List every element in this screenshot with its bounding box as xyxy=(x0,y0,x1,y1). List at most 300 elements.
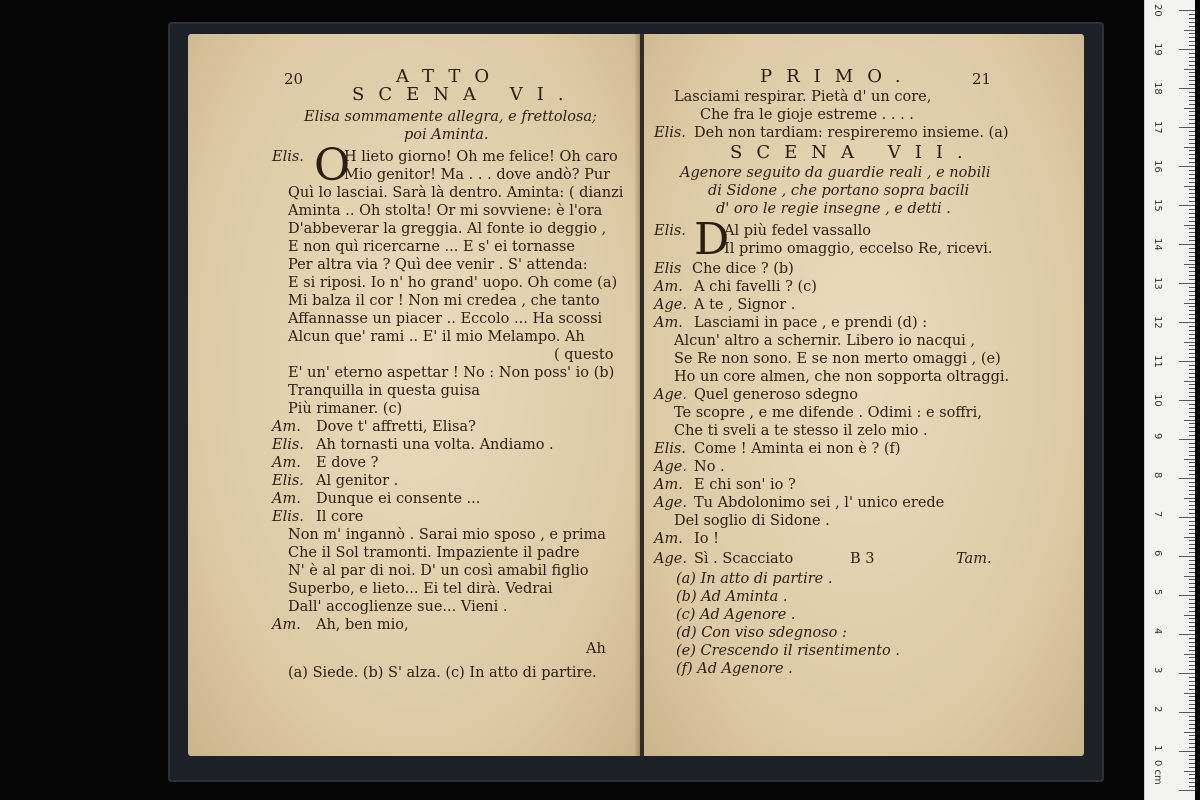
footnote: (d) Con viso sdegnoso : xyxy=(676,625,847,641)
ruler-tick xyxy=(1184,225,1195,226)
ruler-label: 5 xyxy=(1152,589,1163,596)
scene-heading: SCENA VII. xyxy=(730,142,977,163)
ruler-tick xyxy=(1189,299,1195,300)
verse-line: Te scopre , e me difende . Odimi : e soffri, xyxy=(674,405,982,421)
ruler-tick xyxy=(1189,57,1195,58)
ruler-tick xyxy=(1189,96,1195,97)
ruler-tick xyxy=(1189,646,1195,647)
ruler-tick xyxy=(1189,14,1195,15)
footnote: (b) Ad Aminta . xyxy=(676,589,788,605)
verse-line: Al genitor . xyxy=(316,473,399,489)
ruler-tick xyxy=(1179,478,1195,479)
ruler-label: 16 xyxy=(1152,160,1163,173)
ruler-tick xyxy=(1189,37,1195,38)
verse-line: Lasciami in pace , e prendi (d) : xyxy=(694,315,928,331)
speaker-label: Elis. xyxy=(654,125,686,141)
ruler-label: 19 xyxy=(1152,43,1163,56)
ruler-tick xyxy=(1189,287,1195,288)
ruler-tick xyxy=(1189,306,1195,307)
ruler-tick xyxy=(1189,462,1195,463)
ruler-tick xyxy=(1189,533,1195,534)
speaker-label: Am. xyxy=(272,455,301,471)
verse-line: N' è al par di noi. D' un così amabil figlio xyxy=(288,563,589,579)
speaker-label: Elis. xyxy=(654,223,686,239)
ruler-tick xyxy=(1179,400,1195,401)
ruler-tick xyxy=(1189,767,1195,768)
ruler-tick xyxy=(1189,583,1195,584)
ruler-tick xyxy=(1189,501,1195,502)
ruler-label: 20 xyxy=(1152,4,1163,17)
ruler-tick xyxy=(1189,373,1195,374)
drop-cap: O xyxy=(314,140,351,191)
speaker-label: Age. xyxy=(654,297,687,313)
ruler-tick xyxy=(1184,576,1195,577)
ruler-tick xyxy=(1179,244,1195,245)
ruler-tick xyxy=(1189,455,1195,456)
verse-line: E si riposi. Io n' ho grand' uopo. Oh come (a) xyxy=(288,275,618,291)
ruler-tick xyxy=(1179,790,1195,791)
footnote: (c) Ad Agenore . xyxy=(676,607,796,623)
speaker-label: Age. xyxy=(654,387,687,403)
ruler-tick xyxy=(1189,669,1195,670)
ruler-tick xyxy=(1189,41,1195,42)
verse-line: H lieto giorno! Oh me felice! Oh caro xyxy=(344,149,618,165)
verse-line: Deh non tardiam: respireremo insieme. (a) xyxy=(694,125,1009,141)
ruler-tick xyxy=(1179,361,1195,362)
ruler-tick xyxy=(1189,135,1195,136)
ruler-tick xyxy=(1189,599,1195,600)
ruler-tick xyxy=(1189,388,1195,389)
speaker-label: Elis. xyxy=(272,437,304,453)
ruler-tick xyxy=(1184,342,1195,343)
ruler-tick xyxy=(1189,490,1195,491)
catchword: Tam. xyxy=(956,551,992,567)
ruler-tick xyxy=(1189,61,1195,62)
ruler-tick xyxy=(1189,529,1195,530)
ruler-tick xyxy=(1184,459,1195,460)
ruler-label: 12 xyxy=(1152,316,1163,329)
ruler-tick xyxy=(1184,771,1195,772)
ruler-tick xyxy=(1189,209,1195,210)
stage-direction: poi Aminta. xyxy=(404,127,489,143)
verse-line: Non m' ingannò . Sarai mio sposo , e prima xyxy=(288,527,606,543)
ruler-tick xyxy=(1189,603,1195,604)
ruler-tick xyxy=(1189,657,1195,658)
ruler-label: 10 xyxy=(1152,394,1163,407)
ruler-tick xyxy=(1189,357,1195,358)
ruler-tick xyxy=(1189,665,1195,666)
ruler-tick xyxy=(1189,509,1195,510)
ruler-tick xyxy=(1179,10,1195,11)
ruler-tick xyxy=(1189,540,1195,541)
verse-line: Dunque ei consente ... xyxy=(316,491,481,507)
ruler-tick xyxy=(1189,100,1195,101)
verse-line: A te , Signor . xyxy=(694,297,796,313)
ruler-tick xyxy=(1189,642,1195,643)
running-head: PRIMO. xyxy=(760,66,915,87)
speaker-label: Am. xyxy=(272,491,301,507)
verse-line: Che il Sol tramonti. Impaziente il padre xyxy=(288,545,580,561)
footnotes: (a) Siede. (b) S' alza. (c) In atto di partire. xyxy=(288,665,597,681)
verse-line: Aminta .. Oh stolta! Or mi sovviene: è l'ora xyxy=(288,203,603,219)
ruler-tick xyxy=(1189,552,1195,553)
verse-line: Il primo omaggio, eccelso Re, ricevi. xyxy=(724,241,993,257)
ruler-tick xyxy=(1189,384,1195,385)
ruler-tick xyxy=(1189,423,1195,424)
verse-line: Ah, ben mio, xyxy=(316,617,409,633)
verse-line: Ah tornasti una volta. Andiamo . xyxy=(316,437,554,453)
verse-line: Alcun que' rami .. E' il mio Melampo. Ah xyxy=(288,329,585,345)
ruler-tick xyxy=(1189,611,1195,612)
ruler-tick xyxy=(1189,228,1195,229)
ruler-tick xyxy=(1189,330,1195,331)
ruler-label: 0 cm xyxy=(1152,760,1163,785)
measuring-ruler xyxy=(1144,0,1195,800)
ruler-tick xyxy=(1189,318,1195,319)
speaker-label: Elis. xyxy=(272,509,304,525)
running-head: ATTO xyxy=(396,66,504,87)
drop-cap: D xyxy=(694,214,730,265)
ruler-tick xyxy=(1179,49,1195,50)
speaker-label: Elis. xyxy=(654,441,686,457)
ruler-tick xyxy=(1179,673,1195,674)
ruler-tick xyxy=(1189,295,1195,296)
ruler-tick xyxy=(1189,353,1195,354)
verse-line: Al più fedel vassallo xyxy=(724,223,872,239)
verse-line: Dove t' affretti, Elisa? xyxy=(316,419,476,435)
ruler-tick xyxy=(1189,505,1195,506)
ruler-tick xyxy=(1189,626,1195,627)
ruler-tick xyxy=(1189,521,1195,522)
ruler-tick xyxy=(1189,650,1195,651)
verse-line: Che fra le gioje estreme . . . . xyxy=(700,107,914,123)
verse-line: Mio genitor! Ma . . . dove andò? Pur xyxy=(344,167,611,183)
verse-line: Io ! xyxy=(694,531,719,547)
ruler-tick xyxy=(1189,782,1195,783)
verse-line: Del soglio di Sidone . xyxy=(674,513,830,529)
ruler-tick xyxy=(1189,170,1195,171)
ruler-tick xyxy=(1189,65,1195,66)
ruler-tick xyxy=(1179,556,1195,557)
ruler-tick xyxy=(1189,408,1195,409)
verse-line: E dove ? xyxy=(316,455,379,471)
ruler-tick xyxy=(1189,22,1195,23)
verse-line: Mi balza il cor ! Non mi credea , che tanto xyxy=(288,293,600,309)
ruler-tick xyxy=(1189,232,1195,233)
ruler-tick xyxy=(1189,240,1195,241)
speaker-label: Am. xyxy=(272,419,301,435)
verse-line: Superbo, e lieto... Ei tel dirà. Vedrai xyxy=(288,581,553,597)
verse-line: Se Re non sono. E se non merto omaggi , (e) xyxy=(674,351,1001,367)
ruler-label: 15 xyxy=(1152,199,1163,212)
ruler-tick xyxy=(1189,708,1195,709)
verse-line: Sì . Scacciato xyxy=(694,551,794,567)
ruler-tick xyxy=(1189,131,1195,132)
ruler-tick xyxy=(1189,677,1195,678)
ruler-label: 17 xyxy=(1152,121,1163,134)
ruler-label: 1 xyxy=(1152,745,1163,752)
ruler-tick xyxy=(1189,123,1195,124)
ruler-tick xyxy=(1189,728,1195,729)
ruler-tick xyxy=(1189,365,1195,366)
verse-line: Ho un core almen, che non sopporta oltraggi. xyxy=(674,369,1010,385)
ruler-tick xyxy=(1189,310,1195,311)
ruler-tick xyxy=(1189,427,1195,428)
ruler-tick xyxy=(1189,470,1195,471)
ruler-tick xyxy=(1189,256,1195,257)
verse-line: Dall' accoglienze sue... Vieni . xyxy=(288,599,508,615)
stage-direction: Agenore seguito da guardie reali , e nobili xyxy=(680,165,991,181)
ruler-label: 11 xyxy=(1152,355,1163,368)
verse-line: Affannasse un piacer .. Eccolo ... Ha scossi xyxy=(288,311,603,327)
ruler-tick xyxy=(1179,322,1195,323)
verse-line: E' un' eterno aspettar ! No : Non poss' io (b) xyxy=(288,365,615,381)
ruler-tick xyxy=(1189,704,1195,705)
ruler-tick xyxy=(1184,186,1195,187)
ruler-label: 9 xyxy=(1152,433,1163,440)
stage-direction: Elisa sommamente allegra, e frettolosa; xyxy=(304,109,597,125)
ruler-tick xyxy=(1189,326,1195,327)
ruler-tick xyxy=(1189,774,1195,775)
ruler-tick xyxy=(1184,654,1195,655)
ruler-tick xyxy=(1189,739,1195,740)
ruler-tick xyxy=(1189,45,1195,46)
speaker-label: Age. xyxy=(654,459,687,475)
ruler-tick xyxy=(1189,338,1195,339)
ruler-tick xyxy=(1189,564,1195,565)
ruler-tick xyxy=(1189,681,1195,682)
ruler-tick xyxy=(1189,252,1195,253)
ruler-tick xyxy=(1189,119,1195,120)
verse-line: Tu Abdolonimo sei , l' unico erede xyxy=(694,495,945,511)
ruler-tick xyxy=(1189,345,1195,346)
verse-line: A chi favelli ? (c) xyxy=(694,279,817,295)
ruler-tick xyxy=(1189,466,1195,467)
speaker-label: Am. xyxy=(654,531,683,547)
ruler-tick xyxy=(1189,53,1195,54)
ruler-tick xyxy=(1189,72,1195,73)
ruler-tick xyxy=(1189,618,1195,619)
ruler-tick xyxy=(1189,447,1195,448)
verse-line: D'abbeverar la greggia. Al fonte io deggio , xyxy=(288,221,607,237)
ruler-tick xyxy=(1189,763,1195,764)
ruler-label: 2 xyxy=(1152,706,1163,713)
ruler-tick xyxy=(1189,18,1195,19)
ruler-tick xyxy=(1189,213,1195,214)
ruler-tick xyxy=(1189,396,1195,397)
ruler-tick xyxy=(1189,182,1195,183)
ruler-tick xyxy=(1189,700,1195,701)
page-number: 20 xyxy=(284,70,304,88)
ruler-tick xyxy=(1179,205,1195,206)
ruler-tick xyxy=(1189,162,1195,163)
ruler-tick xyxy=(1179,127,1195,128)
ruler-tick xyxy=(1189,548,1195,549)
ruler-tick xyxy=(1189,201,1195,202)
ruler-tick xyxy=(1189,291,1195,292)
ruler-tick xyxy=(1189,560,1195,561)
ruler-tick xyxy=(1189,689,1195,690)
ruler-tick xyxy=(1189,271,1195,272)
ruler-tick xyxy=(1189,279,1195,280)
ruler-tick xyxy=(1189,716,1195,717)
ruler-tick xyxy=(1189,482,1195,483)
ruler-tick xyxy=(1189,685,1195,686)
ruler-tick xyxy=(1189,416,1195,417)
verse-line: E chi son' io ? xyxy=(694,477,796,493)
speaker-label: Age. xyxy=(654,551,687,567)
ruler-tick xyxy=(1189,369,1195,370)
ruler-tick xyxy=(1189,275,1195,276)
ruler-tick xyxy=(1189,178,1195,179)
ruler-tick xyxy=(1189,248,1195,249)
ruler-tick xyxy=(1189,236,1195,237)
verse-line: Quel generoso sdegno xyxy=(694,387,858,403)
ruler-tick xyxy=(1179,283,1195,284)
verse-line: E non quì ricercarne ... E s' ei tornasse xyxy=(288,239,575,255)
ruler-tick xyxy=(1189,104,1195,105)
ruler-tick xyxy=(1189,579,1195,580)
ruler-tick xyxy=(1189,735,1195,736)
speaker-label: Am. xyxy=(272,617,301,633)
ruler-tick xyxy=(1189,443,1195,444)
verse-line: Quì lo lasciai. Sarà là dentro. Aminta: ( dianzi xyxy=(288,185,624,201)
ruler-tick xyxy=(1189,696,1195,697)
ruler-tick xyxy=(1189,661,1195,662)
ruler-tick xyxy=(1189,494,1195,495)
right-page xyxy=(644,34,1084,756)
ruler-tick xyxy=(1189,568,1195,569)
ruler-tick xyxy=(1189,158,1195,159)
ruler-tick xyxy=(1189,197,1195,198)
left-page xyxy=(188,34,640,756)
ruler-tick xyxy=(1189,154,1195,155)
ruler-tick xyxy=(1179,88,1195,89)
ruler-tick xyxy=(1189,139,1195,140)
speaker-label: Am. xyxy=(654,315,683,331)
ruler-tick xyxy=(1189,544,1195,545)
ruler-tick xyxy=(1179,166,1195,167)
ruler-tick xyxy=(1189,587,1195,588)
ruler-tick xyxy=(1189,435,1195,436)
ruler-tick xyxy=(1189,150,1195,151)
ruler-tick xyxy=(1184,303,1195,304)
verse-line: Alcun' altro a schernir. Libero io nacqui , xyxy=(674,333,976,349)
speaker-label: Am. xyxy=(654,279,683,295)
ruler-tick xyxy=(1189,607,1195,608)
ruler-tick xyxy=(1179,595,1195,596)
ruler-tick xyxy=(1189,260,1195,261)
ruler-tick xyxy=(1189,630,1195,631)
ruler-tick xyxy=(1179,712,1195,713)
signature-mark: B 3 xyxy=(850,551,875,567)
speaker-label: Am. xyxy=(654,477,683,493)
ruler-tick xyxy=(1189,412,1195,413)
ruler-tick xyxy=(1184,420,1195,421)
verse-line: Che dice ? (b) xyxy=(692,261,794,277)
page-number: 21 xyxy=(972,70,992,88)
ruler-tick xyxy=(1189,572,1195,573)
verse-line: Lasciami respirar. Pietà d' un core, xyxy=(674,89,932,105)
ruler-tick xyxy=(1189,431,1195,432)
ruler-tick xyxy=(1184,732,1195,733)
catchword: Ah xyxy=(586,641,606,657)
stage-direction: d' oro le regie insegne , e detti . xyxy=(716,201,951,217)
ruler-tick xyxy=(1189,451,1195,452)
ruler-tick xyxy=(1189,76,1195,77)
ruler-tick xyxy=(1189,638,1195,639)
ruler-tick xyxy=(1189,743,1195,744)
ruler-tick xyxy=(1189,525,1195,526)
ruler-tick xyxy=(1184,381,1195,382)
footnote: (f) Ad Agenore . xyxy=(676,661,793,677)
ruler-tick xyxy=(1189,189,1195,190)
ruler-tick xyxy=(1184,693,1195,694)
ruler-tick xyxy=(1189,143,1195,144)
ruler-tick xyxy=(1184,30,1195,31)
ruler-tick xyxy=(1179,751,1195,752)
ruler-tick xyxy=(1189,747,1195,748)
verse-line: No . xyxy=(694,459,725,475)
ruler-tick xyxy=(1189,80,1195,81)
ruler-tick xyxy=(1189,26,1195,27)
ruler-tick xyxy=(1189,622,1195,623)
ruler-tick xyxy=(1189,349,1195,350)
ruler-tick xyxy=(1184,537,1195,538)
verse-line: Tranquilla in questa guisa xyxy=(288,383,481,399)
ruler-label: 7 xyxy=(1152,511,1163,518)
speaker-label: Elis. xyxy=(272,149,304,165)
ruler-tick xyxy=(1189,84,1195,85)
ruler-tick xyxy=(1189,474,1195,475)
speaker-label: Elis xyxy=(654,261,682,277)
ruler-tick xyxy=(1189,314,1195,315)
ruler-tick xyxy=(1189,33,1195,34)
ruler-tick xyxy=(1189,486,1195,487)
ruler-tick xyxy=(1189,111,1195,112)
ruler-tick xyxy=(1184,69,1195,70)
ruler-tick xyxy=(1179,517,1195,518)
ruler-tick xyxy=(1189,591,1195,592)
ruler-tick xyxy=(1189,217,1195,218)
ruler-tick xyxy=(1184,147,1195,148)
ruler-tick xyxy=(1184,615,1195,616)
verse-line: Come ! Aminta ei non è ? (f) xyxy=(694,441,901,457)
ruler-tick xyxy=(1189,392,1195,393)
ruler-tick xyxy=(1184,264,1195,265)
scene-heading: SCENA VI. xyxy=(352,84,578,105)
ruler-label: 13 xyxy=(1152,277,1163,290)
footnote: (e) Crescendo il risentimento . xyxy=(676,643,900,659)
ruler-tick xyxy=(1189,759,1195,760)
footnote: (a) In atto di partire . xyxy=(676,571,833,587)
ruler-tick xyxy=(1189,755,1195,756)
ruler-tick xyxy=(1189,377,1195,378)
ruler-label: 18 xyxy=(1152,82,1163,95)
ruler-label: 3 xyxy=(1152,667,1163,674)
speaker-label: Age. xyxy=(654,495,687,511)
ruler-tick xyxy=(1189,720,1195,721)
ruler-label: 6 xyxy=(1152,550,1163,557)
ruler-tick xyxy=(1189,786,1195,787)
ruler-tick xyxy=(1184,498,1195,499)
verse-line: Più rimaner. (c) xyxy=(288,401,403,417)
verse-line: Per altra via ? Quì dee venir . S' attenda: xyxy=(288,257,588,273)
ruler-tick xyxy=(1189,724,1195,725)
speaker-label: Elis. xyxy=(272,473,304,489)
stage-direction: di Sidone , che portano sopra bacili xyxy=(708,183,970,199)
ruler-tick xyxy=(1189,193,1195,194)
